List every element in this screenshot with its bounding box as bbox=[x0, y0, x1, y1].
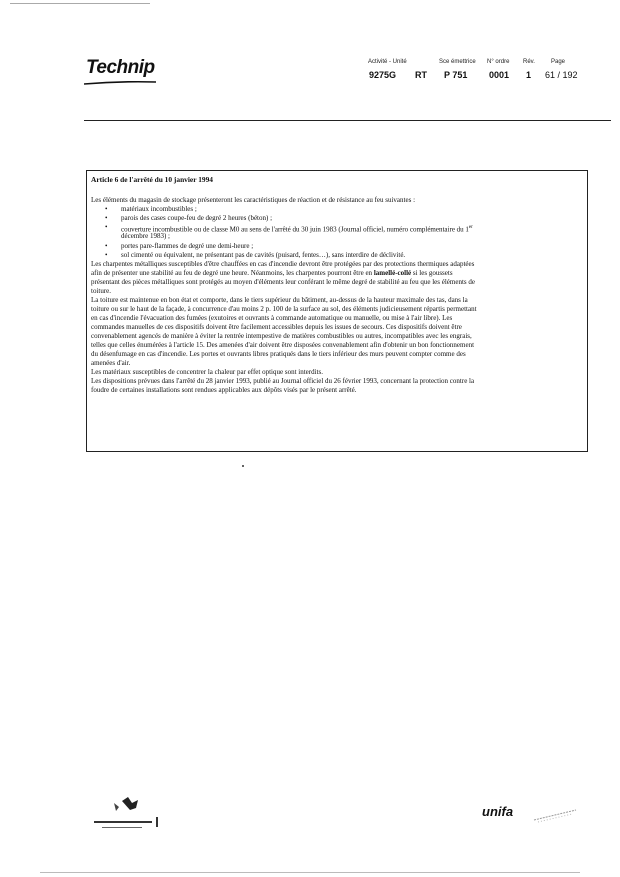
paragraph-line: Les dispositions prévues dans l'arrêté du 28 janvier 1993, publié au Journal officiel du 26 février 1993, concernant la protection contre la bbox=[91, 377, 475, 385]
scan-mark bbox=[10, 3, 150, 4]
article-title: Article 6 de l'arrêté du 10 janvier 1994 bbox=[91, 175, 213, 184]
label-sce: Sce émettrice bbox=[439, 59, 476, 65]
bullet-item-continued: décembre 1983) ; bbox=[121, 232, 170, 240]
label-page: Page bbox=[551, 59, 566, 65]
article-intro: Les éléments du magasin de stockage présenteront les caractéristiques de réaction et de résistance au feu suivantes : bbox=[91, 196, 416, 204]
bullet-item: portes pare-flammes de degré une demi-heure ; bbox=[121, 242, 254, 250]
header-rule bbox=[84, 120, 611, 121]
value-page: 61 / 192 bbox=[545, 70, 578, 80]
scan-mark bbox=[40, 872, 580, 873]
bullet-item: sol cimenté ou équivalent, ne présentant pas de cavités (puisard, fentes…), sans interdire de déclivité. bbox=[121, 251, 406, 259]
value-sce: P 751 bbox=[444, 70, 468, 80]
paragraph-line: commandes manuelles de ces dispositifs doivent être facilement accessibles depuis les issues de secours. Ces dispositifs doivent être bbox=[91, 323, 462, 331]
label-activite: Activité - Unité bbox=[368, 59, 407, 65]
value-type: RT bbox=[415, 70, 427, 80]
bullet-item: parois des cases coupe-feu de degré 2 heures (béton) ; bbox=[121, 214, 273, 222]
bullet-mark: • bbox=[105, 223, 108, 231]
paragraph-line: Les matériaux susceptibles de concentrer la chaleur par effet optique sont interdits. bbox=[91, 368, 323, 376]
bullet-item: couverture incombustible ou de classe M0 au sens de l'arrêté du 30 juin 1983 (Journal officiel, numéro complémentaire du 1er bbox=[121, 225, 473, 234]
bullet-mark: • bbox=[105, 205, 108, 213]
value-rev: 1 bbox=[526, 70, 532, 80]
unifa-logo: unifa bbox=[482, 804, 514, 819]
value-ordre: 0001 bbox=[489, 70, 510, 80]
bullet-mark: • bbox=[105, 214, 108, 222]
paragraph-line: en cas d'incendie l'évacuation des fumées (exutoires et ouvrants à commande automatique ou manuelle, ou mise à l'air libre). Les bbox=[91, 314, 453, 322]
superscript: er bbox=[468, 225, 473, 230]
bullet-item: matériaux incombustibles ; bbox=[121, 205, 197, 213]
bullet-mark: • bbox=[105, 251, 108, 259]
paragraph-line: convenablement agencés de manière à éviter la rentrée intempestive de matières combustibles ou autres, incompatibles avec les engrais, bbox=[91, 332, 472, 340]
paragraph-line: toiture. bbox=[91, 287, 112, 295]
bullet-mark: • bbox=[105, 242, 108, 250]
paragraph-line: toiture ou sur le haut de la façade, à concurrence d'au moins 2 p. 100 de la surface au sol, des éléments judicieusement répartis permettant bbox=[91, 305, 477, 313]
value-activite: 9275G bbox=[369, 70, 397, 80]
paragraph-line: Les charpentes métalliques susceptibles d'être chauffées en cas d'incendie devront être protégées par des protections thermiques adaptées bbox=[91, 260, 475, 268]
label-ordre: N° ordre bbox=[487, 59, 510, 65]
label-rev: Rév. bbox=[523, 59, 535, 65]
article-box bbox=[86, 170, 588, 452]
technip-logo: Technip bbox=[86, 57, 155, 78]
paragraph-line: afin de présenter une stabilité au feu de degré une heure. Néanmoins, les charpentes pourront être en lamellé-collé si les goussets bbox=[91, 269, 453, 277]
paragraph-line: telles que celles énumérées à l'article 15. Des amenées d'air doivent être disposées convenablement afin d'obtenir un bon fonctionnement bbox=[91, 341, 475, 349]
paragraph-line: amenées d'air. bbox=[91, 359, 131, 367]
stray-dot bbox=[242, 465, 244, 467]
logo-underline bbox=[84, 80, 156, 85]
paragraph-line: du désenfumage en cas d'incendie. Les portes et ouvrants libres pratiqués dans le tiers inférieur des murs peuvent compter comme des bbox=[91, 350, 466, 358]
paragraph-line: La toiture est maintenue en bon état et comporte, dans le tiers supérieur du bâtiment, au-dessus de la hauteur maximale des tas, dans la bbox=[91, 296, 468, 304]
ministry-emblem-icon bbox=[92, 795, 172, 835]
bold-term: lamellé-collé bbox=[373, 269, 412, 277]
paragraph-line: foudre de certaines installations sont rendues applicables aux dépôts visés par le présent arrêté. bbox=[91, 386, 357, 394]
paragraph-line: présentant des pièces métalliques sont protégés au moyen d'éléments leur conférant le même degré de stabilité au feu que les éléments de bbox=[91, 278, 475, 286]
stamp-mark-icon bbox=[532, 806, 578, 824]
